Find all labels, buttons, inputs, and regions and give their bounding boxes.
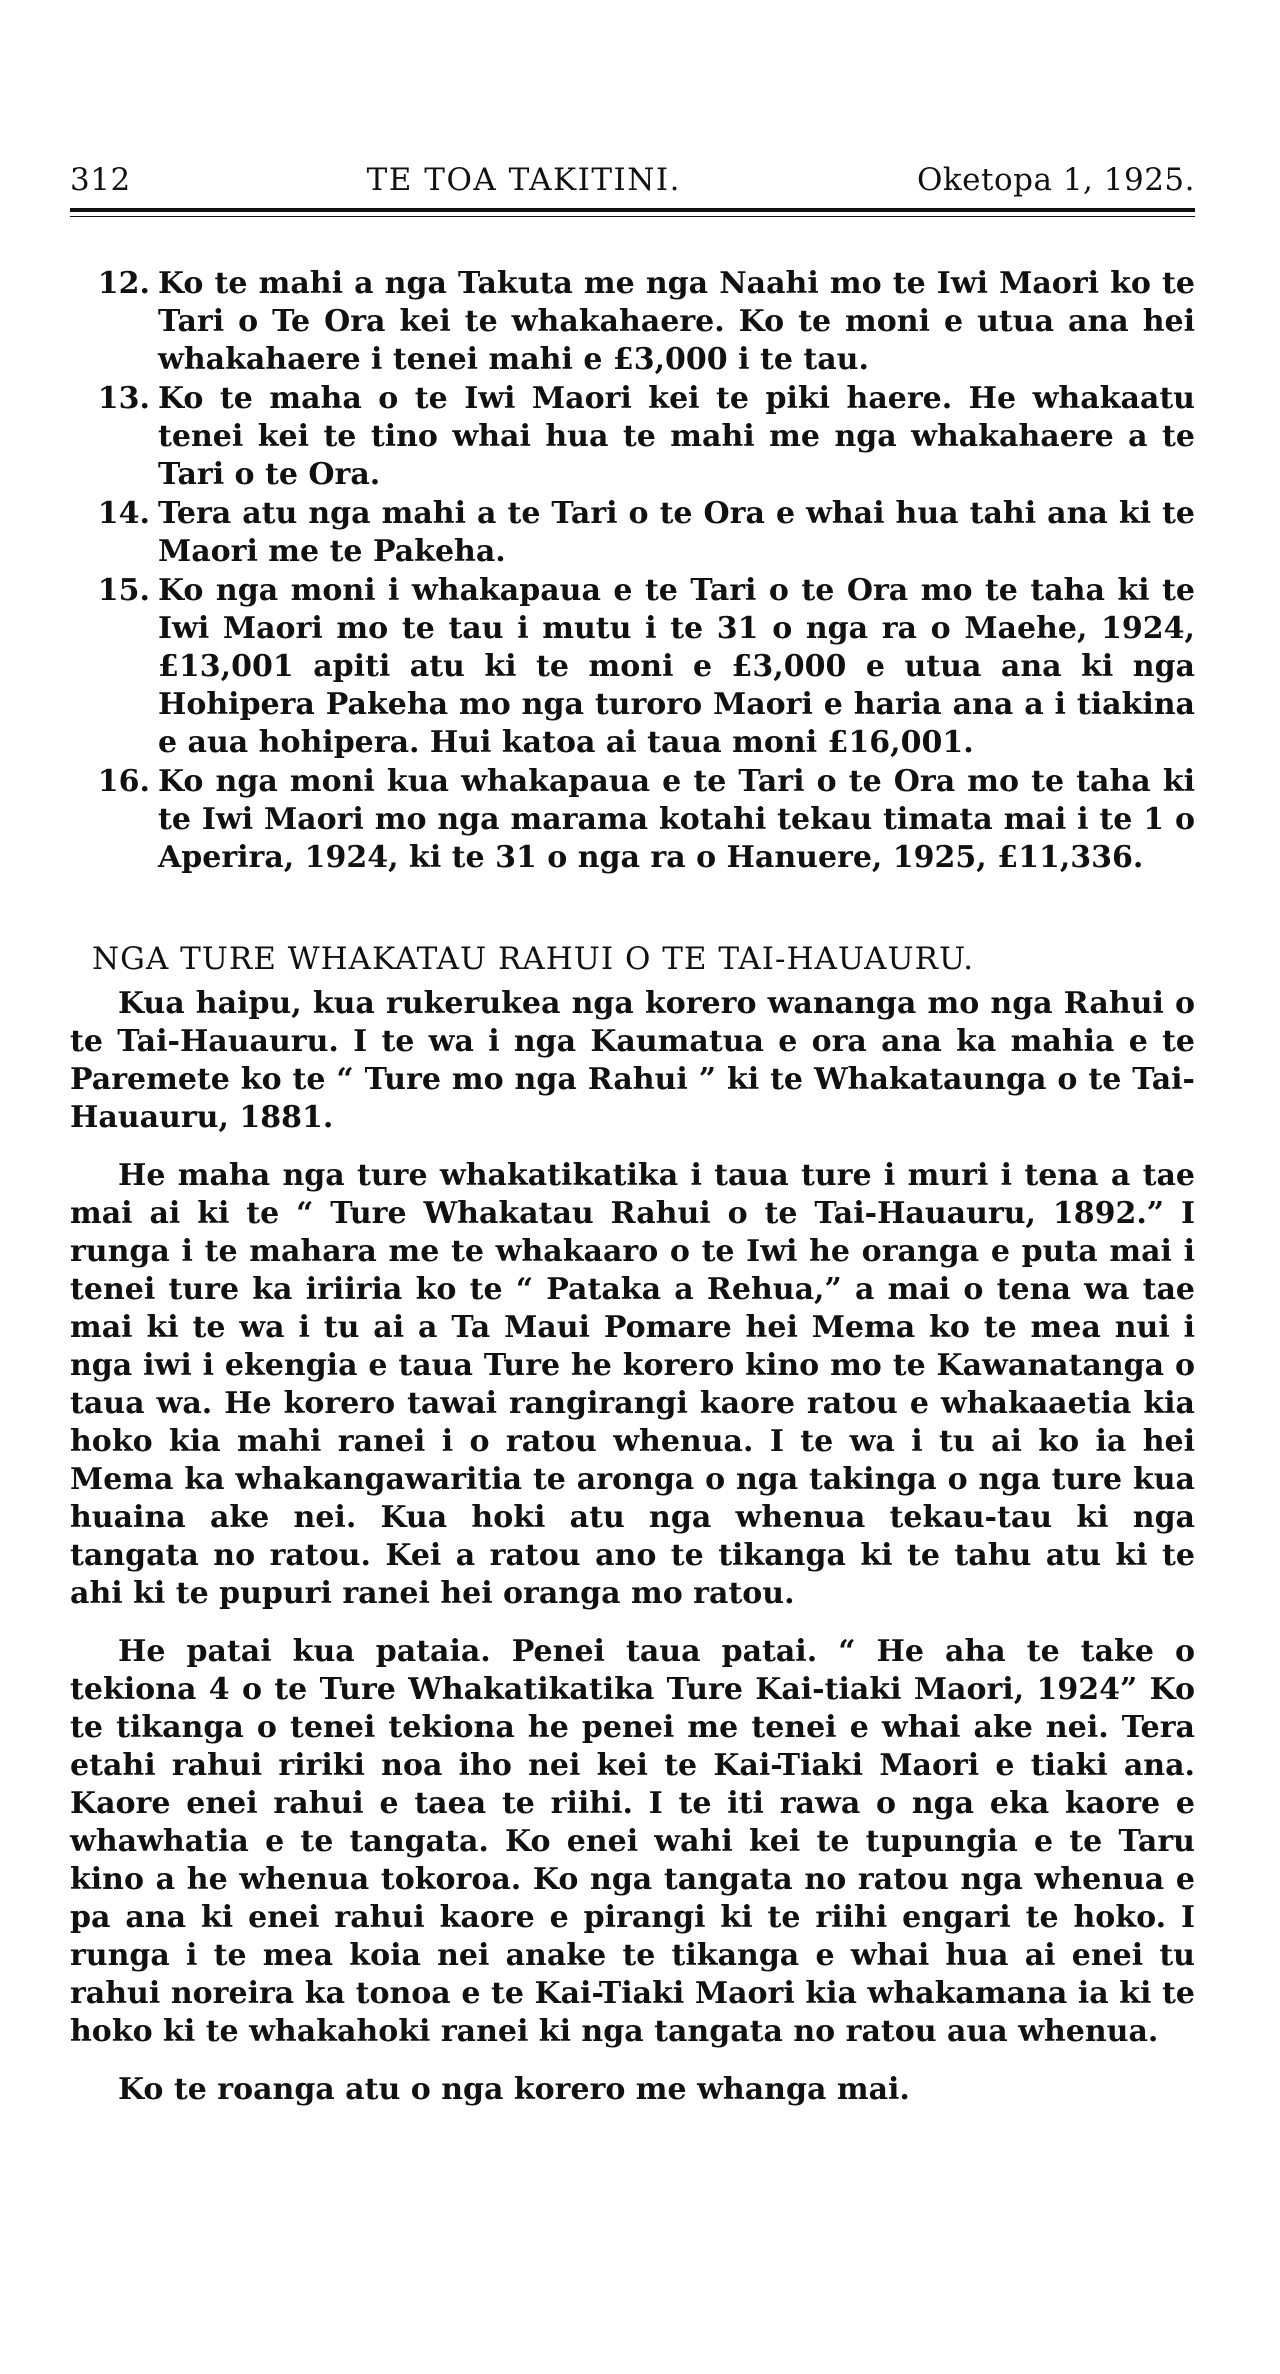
item-text: Tera atu nga mahi a te Tari o te Ora e whai hua tahi ana ki te Maori me te Pakeha. <box>158 496 1195 569</box>
list-item <box>70 495 1195 571</box>
item-number: 15. <box>97 573 150 608</box>
item-number: 14. <box>97 496 150 531</box>
issue-date: Oketopa 1, 1925. <box>916 162 1195 198</box>
item-text: Ko nga moni i whakapaua e te Tari o te Ora mo te taha ki te Iwi Maori mo te tau i mutu i te 31 o nga ra o Maehe, 1924, £13,001 apiti atu ki te moni e £3,000 e utua ana ki nga Hohipera Pakeha mo nga turoro Maori e haria ana a i tiakina e aua hohipera. Hui katoa ai taua moni £16,001. <box>158 573 1195 760</box>
section-paragraph: He maha nga ture whakatikatika i taua ture i muri i tena a tae mai ai ki te “ Ture Whakatau Rahui o te Tai-Hauauru, 1892.” I runga i te mahara me te whakaaro o te Iwi he oranga e puta mai i tenei ture ka iriiria ko te “ Pataka a Rehua,” a mai o tena wa tae mai ki te wa i tu ai a Ta Maui Pomare hei Mema ko te mea nui i nga iwi i ekengia e taua Ture he korero kino mo te Kawanatanga o taua wa. He korero tawai rangirangi kaore ratou e whakaaetia kia hoko kia mahi ranei i o ratou whenua. I te wa i tu ai ko ia hei Mema ka whakangawaritia te aronga o nga takinga o nga ture kua huaina ake nei. Kua hoki atu nga whenua tekau-tau ki nga tangata no ratou. Kei a ratou ano te tikanga ki te tahu atu ki te ahi ki te pupuri ranei hei oranga mo ratou. <box>70 1158 1195 1611</box>
item-number: 12. <box>97 266 150 301</box>
header-rule-thin <box>70 216 1195 217</box>
item-text: Ko nga moni kua whakapaua e te Tari o te Ora mo te taha ki te Iwi Maori mo nga marama kotahi tekau timata mai i te 1 o Aperira, 1924, ki te 31 o nga ra o Hanuere, 1925, £11,336. <box>158 764 1195 875</box>
list-item <box>70 763 1195 877</box>
list-item <box>70 572 1195 762</box>
numbered-list <box>70 265 1195 877</box>
list-item <box>70 265 1195 379</box>
item-text: Ko te mahi a nga Takuta me nga Naahi mo te Iwi Maori ko te Tari o Te Ora kei te whakahaere. Ko te moni e utua ana hei whakahaere i tenei mahi e £3,000 i te tau. <box>158 266 1195 377</box>
item-number: 16. <box>97 764 150 799</box>
page-number: 312 <box>70 162 131 198</box>
page-header <box>70 160 1195 200</box>
header-rule-thick <box>70 208 1195 212</box>
section-heading: NGA TURE WHAKATAU RAHUI O TE TAI-HAUAURU. <box>92 941 975 977</box>
item-text: Ko te maha o te Iwi Maori kei te piki haere. He whakaatu tenei kei te tino whai hua te mahi me nga whakahaere a te Tari o te Ora. <box>158 381 1195 492</box>
section-paragraph: Kua haipu, kua rukerukea nga korero wananga mo nga Rahui o te Tai-Hauauru. I te wa i nga Kaumatua e ora ana ka mahia e te Paremete ko te “ Ture mo nga Rahui ” ki te Whakataunga o te Tai-Hauauru, 1881. <box>70 986 1195 1135</box>
document-page <box>70 160 1195 2109</box>
list-item <box>70 380 1195 494</box>
closing-line: Ko te roanga atu o nga korero me whanga mai. <box>118 2072 910 2107</box>
section-paragraph: He patai kua pataia. Penei taua patai. “ He aha te take o tekiona 4 o te Ture Whakatikatika Ture Kai-tiaki Maori, 1924” Ko te tikanga o tenei tekiona he penei me tenei e whai ake nei. Tera etahi rahui ririki noa iho nei kei te Kai-Tiaki Maori e tiaki ana. Kaore enei rahui e taea te riihi. I te iti rawa o nga eka kaore e whawhatia e te tangata. Ko enei wahi kei te tupungia e te Taru kino a he whenua tokoroa. Ko nga tangata no ratou nga whenua e pa ana ki enei rahui kaore e pirangi ki te riihi engari te hoko. I runga i te mea koia nei anake te tikanga e whai hua ai enei tu rahui noreira ka tonoa e te Kai-Tiaki Maori kia whakamana ia ki te hoko ki te whakahoki ranei ki nga tangata no ratou aua whenua. <box>70 1634 1195 2049</box>
item-number: 13. <box>97 381 150 416</box>
publication-title: TE TOA TAKITINI. <box>366 162 682 198</box>
